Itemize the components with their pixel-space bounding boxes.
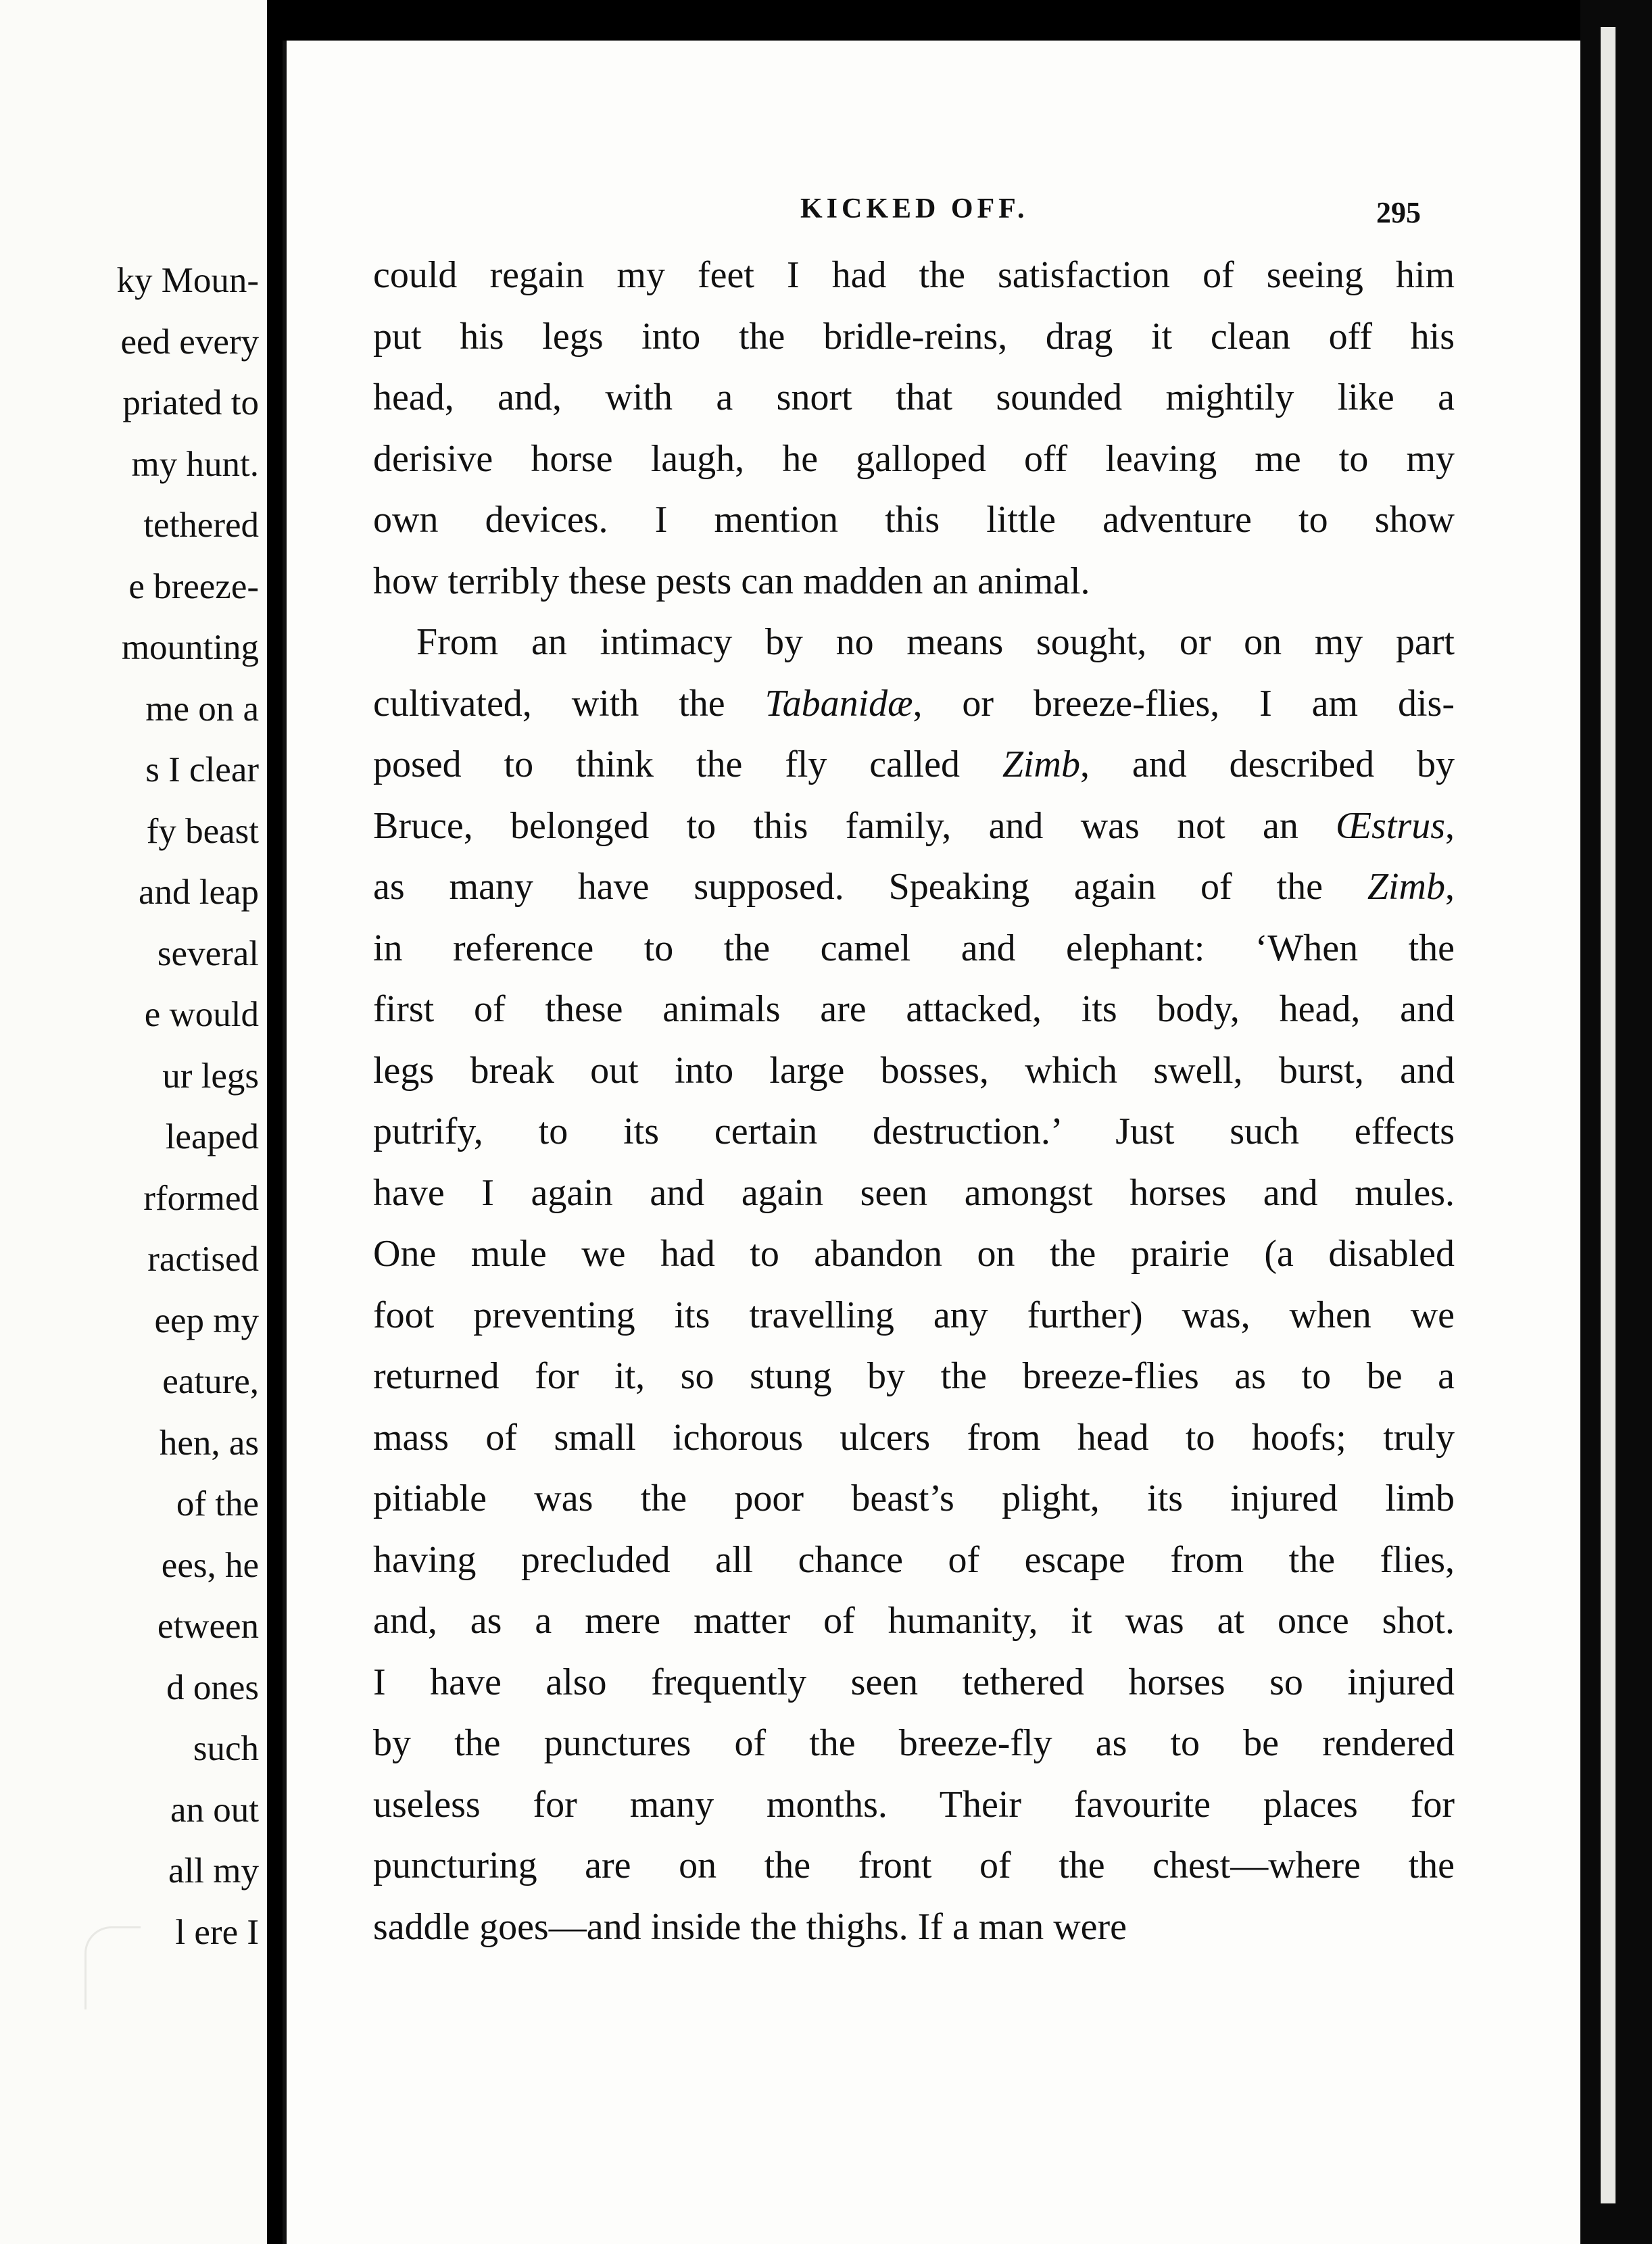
text-line: put his legs into the bridle-reins, drag it clean off his xyxy=(373,315,1455,358)
left-page-line: e breeze- xyxy=(128,566,259,606)
text-line: cultivated, with the Tabanidæ, or breeze-flies, I am dis- xyxy=(373,682,1455,725)
left-page-line: etween xyxy=(157,1607,259,1646)
left-page-line: e would xyxy=(144,995,259,1034)
scan-border-top xyxy=(283,0,1580,41)
text-line: own devices. I mention this little adventure to show xyxy=(373,499,1455,541)
left-page-line: eep my xyxy=(154,1300,259,1340)
left-page-line: priated to xyxy=(122,383,259,422)
page-edge-strip xyxy=(1601,27,1615,2203)
text-line: how terribly these pests can madden an animal. xyxy=(373,560,1090,602)
text-line: first of these animals are attacked, its body, head, and xyxy=(373,988,1455,1030)
text-line: derisive horse laugh, he galloped off leaving me to my xyxy=(373,437,1455,480)
scan-border-right xyxy=(1580,0,1652,2244)
left-page-line: hen, as xyxy=(159,1423,259,1463)
text-line: head, and, with a snort that sounded mightily like a xyxy=(373,376,1455,418)
left-page-line: eed every xyxy=(120,322,259,362)
page-smudge xyxy=(84,1926,141,2009)
text-line: and, as a mere matter of humanity, it was at once shot. xyxy=(373,1600,1455,1642)
text-line: by the punctures of the breeze-fly as to be rendered xyxy=(373,1722,1455,1764)
left-page-line: mounting xyxy=(121,628,259,667)
page-number: 295 xyxy=(1376,196,1421,229)
text-line: One mule we had to abandon on the prairie (a disabled xyxy=(373,1233,1455,1275)
text-line: From an intimacy by no means sought, or on my part xyxy=(416,621,1455,663)
running-title: KICKED OFF. xyxy=(800,193,1029,224)
left-page-line: l ere I xyxy=(175,1912,259,1952)
text-line: posed to think the fly called Zimb, and described by xyxy=(373,743,1455,785)
text-line: saddle goes—and inside the thighs. If a man were xyxy=(373,1905,1127,1948)
left-page-line: all my xyxy=(168,1851,259,1891)
text-line: legs break out into large bosses, which swell, burst, and xyxy=(373,1049,1455,1092)
left-page-line: an out xyxy=(170,1790,259,1830)
left-page-line: ees, he xyxy=(161,1545,259,1585)
left-page-line: eature, xyxy=(162,1362,259,1401)
text-line: mass of small ichorous ulcers from head to hoofs; truly xyxy=(373,1416,1455,1459)
left-page-line: of the xyxy=(176,1484,259,1523)
text-line: putrify, to its certain destruction.’ Just such effects xyxy=(373,1111,1455,1152)
left-page-line: fy beast xyxy=(146,811,259,851)
text-line: have I again and again seen amongst horses and mules. xyxy=(373,1171,1455,1214)
text-line: puncturing are on the front of the chest—where the xyxy=(373,1845,1455,1886)
left-page-line: several xyxy=(157,933,259,973)
left-facing-page xyxy=(0,0,279,2244)
left-page-line: my hunt. xyxy=(131,444,259,484)
main-page xyxy=(283,41,1584,2244)
text-line: having precluded all chance of escape from the flies, xyxy=(373,1538,1455,1581)
text-line: pitiable was the poor beast’s plight, its injured limb xyxy=(373,1478,1455,1519)
left-page-line: me on a xyxy=(145,689,259,729)
left-page-line: d ones xyxy=(166,1667,259,1707)
left-page-line: ky Moun- xyxy=(116,261,259,300)
text-line: foot preventing its travelling any further) was, when we xyxy=(373,1294,1455,1336)
left-page-line: such xyxy=(193,1729,259,1768)
left-page-line: s I clear xyxy=(145,750,259,789)
text-line: useless for many months. Their favourite places for xyxy=(373,1783,1455,1826)
text-line: Bruce, belonged to this family, and was not an Œstrus, xyxy=(373,804,1455,847)
left-page-line: ur legs xyxy=(162,1056,259,1096)
text-line: as many have supposed. Speaking again of the Zimb, xyxy=(373,866,1455,908)
text-line: I have also frequently seen tethered horses so injured xyxy=(373,1661,1455,1703)
left-page-line: rformed xyxy=(143,1178,259,1218)
left-page-line: tethered xyxy=(143,506,259,545)
left-page-line: ractised xyxy=(147,1240,259,1279)
text-line: could regain my feet I had the satisfaction of seeing him xyxy=(373,254,1455,296)
text-line: returned for it, so stung by the breeze-flies as to be a xyxy=(373,1355,1455,1397)
left-page-line: and leap xyxy=(138,873,259,912)
text-line: in reference to the camel and elephant: ‘When the xyxy=(373,927,1455,969)
left-page-line: leaped xyxy=(165,1117,259,1156)
